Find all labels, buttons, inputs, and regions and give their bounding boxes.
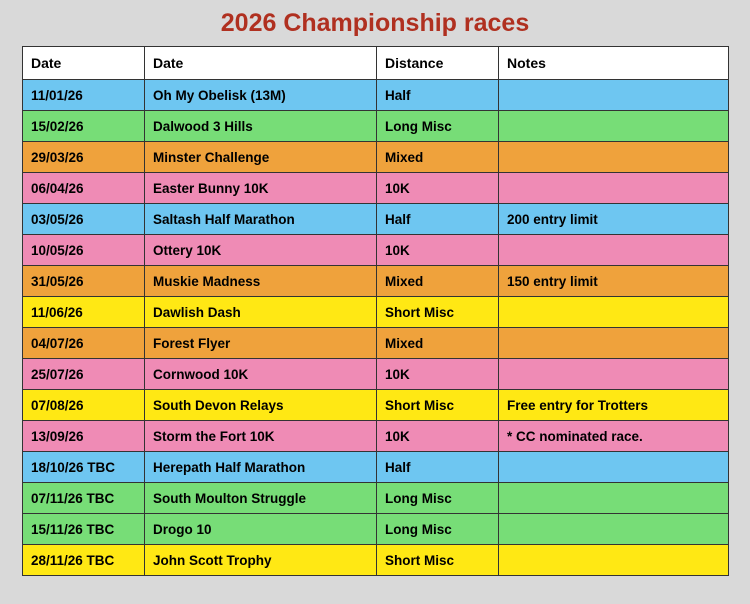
cell-race-name: Drogo 10 (145, 514, 377, 545)
cell-date: 07/11/26 TBC (23, 483, 145, 514)
table-row (23, 235, 729, 266)
cell-date: 04/07/26 (23, 328, 145, 359)
cell-distance: Long Misc (377, 111, 499, 142)
table-row (23, 204, 729, 235)
cell-notes: Free entry for Trotters (499, 390, 729, 421)
cell-race-name: South Moulton Struggle (145, 483, 377, 514)
cell-date: 15/11/26 TBC (23, 514, 145, 545)
table-row (23, 514, 729, 545)
cell-date: 29/03/26 (23, 142, 145, 173)
cell-date: 06/04/26 (23, 173, 145, 204)
cell-notes: 200 entry limit (499, 204, 729, 235)
table-row (23, 142, 729, 173)
cell-notes (499, 235, 729, 266)
cell-notes (499, 142, 729, 173)
cell-distance: Half (377, 452, 499, 483)
table-row (23, 80, 729, 111)
cell-distance: Mixed (377, 266, 499, 297)
races-table-container (22, 46, 728, 576)
cell-race-name: Saltash Half Marathon (145, 204, 377, 235)
table-row (23, 452, 729, 483)
table-row (23, 545, 729, 576)
table-row (23, 173, 729, 204)
cell-notes (499, 514, 729, 545)
cell-distance: Short Misc (377, 297, 499, 328)
cell-race-name: Storm the Fort 10K (145, 421, 377, 452)
cell-notes (499, 297, 729, 328)
table-header-row (23, 47, 729, 80)
cell-notes (499, 80, 729, 111)
cell-distance: 10K (377, 235, 499, 266)
cell-date: 03/05/26 (23, 204, 145, 235)
cell-date: 11/01/26 (23, 80, 145, 111)
table-body (23, 80, 729, 576)
cell-date: 15/02/26 (23, 111, 145, 142)
column-header-notes: Notes (499, 47, 729, 80)
races-table (22, 46, 729, 576)
cell-distance: Short Misc (377, 390, 499, 421)
cell-race-name: Dalwood 3 Hills (145, 111, 377, 142)
cell-race-name: Cornwood 10K (145, 359, 377, 390)
cell-notes (499, 545, 729, 576)
cell-distance: Half (377, 80, 499, 111)
cell-notes (499, 483, 729, 514)
cell-race-name: Oh My Obelisk (13M) (145, 80, 377, 111)
cell-date: 10/05/26 (23, 235, 145, 266)
table-row (23, 359, 729, 390)
cell-date: 18/10/26 TBC (23, 452, 145, 483)
cell-race-name: Forest Flyer (145, 328, 377, 359)
table-header (23, 47, 729, 80)
cell-distance: 10K (377, 173, 499, 204)
cell-race-name: Dawlish Dash (145, 297, 377, 328)
cell-distance: Long Misc (377, 483, 499, 514)
cell-race-name: Herepath Half Marathon (145, 452, 377, 483)
table-row (23, 421, 729, 452)
cell-date: 25/07/26 (23, 359, 145, 390)
cell-notes (499, 452, 729, 483)
cell-notes: * CC nominated race. (499, 421, 729, 452)
cell-race-name: Ottery 10K (145, 235, 377, 266)
cell-distance: Long Misc (377, 514, 499, 545)
table-row (23, 483, 729, 514)
cell-distance: 10K (377, 359, 499, 390)
cell-race-name: Easter Bunny 10K (145, 173, 377, 204)
table-row (23, 390, 729, 421)
cell-date: 31/05/26 (23, 266, 145, 297)
page-title: 2026 Championship races (220, 9, 530, 37)
table-row (23, 297, 729, 328)
cell-notes (499, 328, 729, 359)
cell-notes (499, 111, 729, 142)
column-header-distance: Distance (377, 47, 499, 80)
cell-distance: Half (377, 204, 499, 235)
table-row (23, 266, 729, 297)
table-row (23, 328, 729, 359)
column-header-race: Date (145, 47, 377, 80)
cell-notes (499, 173, 729, 204)
cell-race-name: John Scott Trophy (145, 545, 377, 576)
table-row (23, 111, 729, 142)
cell-distance: 10K (377, 421, 499, 452)
cell-date: 11/06/26 (23, 297, 145, 328)
cell-distance: Mixed (377, 142, 499, 173)
cell-date: 28/11/26 TBC (23, 545, 145, 576)
cell-race-name: Muskie Madness (145, 266, 377, 297)
cell-distance: Mixed (377, 328, 499, 359)
column-header-date: Date (23, 47, 145, 80)
cell-race-name: Minster Challenge (145, 142, 377, 173)
cell-distance: Short Misc (377, 545, 499, 576)
cell-notes: 150 entry limit (499, 266, 729, 297)
cell-date: 07/08/26 (23, 390, 145, 421)
cell-date: 13/09/26 (23, 421, 145, 452)
cell-notes (499, 359, 729, 390)
cell-race-name: South Devon Relays (145, 390, 377, 421)
